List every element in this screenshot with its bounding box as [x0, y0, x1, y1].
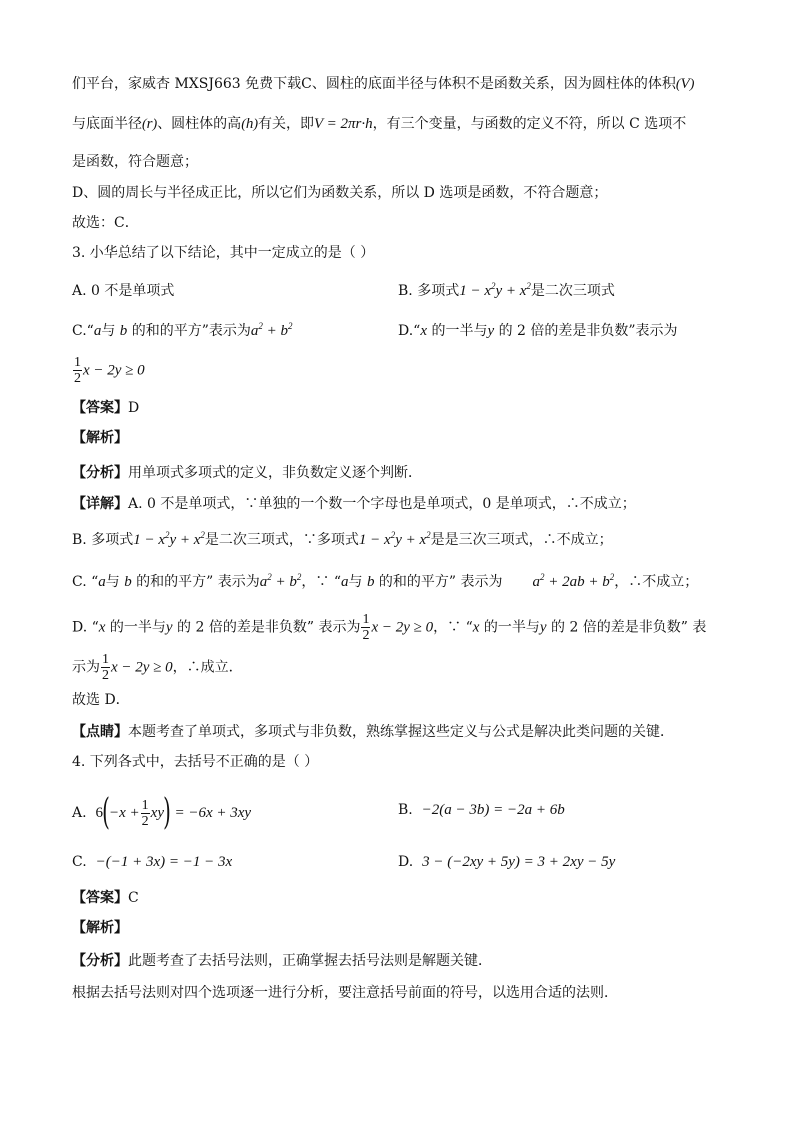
xj-b3: 是是三次三项式，∴不成立； [430, 532, 613, 548]
fenxi-tag: 【分析】 [72, 465, 128, 481]
q2-formula: V = 2πr·h [314, 116, 373, 132]
xj-d8: ，∴成立． [172, 659, 243, 676]
xj-c-b: b [124, 574, 132, 590]
q3-c-expr: $a^2 + b^2$ [250, 321, 293, 339]
q3-c-pre: C.“ [72, 323, 94, 339]
q3-fenxi [72, 463, 422, 483]
q4-last-line: 根据去括号法则对四个选项逐一进行分析，要注意括号前面的符号，以选用合适的法则． [72, 985, 618, 1001]
q3-jiexi: 【解析】 [72, 430, 128, 446]
xj-d-expr2: x − 2y ≥ 0 [111, 659, 173, 676]
q3-c-a: a [93, 323, 102, 339]
q2-text-2a: 与底面半径 [72, 116, 142, 132]
xj-c-expr2: $a^2 + 2ab + b^2$ [532, 572, 615, 590]
answer-value: D [128, 400, 140, 416]
xj-d-expr: x − 2y ≥ 0 [371, 619, 434, 636]
q2-line-5: 故选：C． [72, 215, 139, 231]
q4-a-inner-b: xy [150, 805, 164, 821]
xiangjie-tag: 【详解】 [72, 496, 128, 512]
q3-option-d-expr [72, 355, 145, 386]
fraction-half: $\frac{1}{2}$ [362, 612, 370, 643]
q4-c-expr: −(−1 + 3x) = −1 − 3x [95, 854, 233, 870]
q4-option-c [72, 852, 232, 872]
q4-a-rhs: = −6x + 3xy [174, 805, 252, 821]
q3-option-c [72, 321, 293, 341]
xj-b-expr1: $1 - x^2y + x^2$ [133, 530, 205, 548]
dianjing-text: 本题考查了单项式，多项式与非负数，熟练掌握这些定义与公式是解决此类问题的关键． [128, 724, 674, 740]
xj-d-x: x [98, 619, 106, 636]
xj-c6: ，∴不成立； [614, 574, 699, 590]
xj-c3: 的和的平方” 表示为 [131, 574, 260, 590]
xj-d2: 的一半与 [105, 619, 166, 636]
q2-var-r: r [146, 116, 153, 132]
q2-text-2d: ，有三个变量，与函数的定义不符，所以 C 选项不 [372, 116, 687, 132]
q3-option-b-expr: $1 - x^2y + x^2$ [459, 281, 531, 299]
fenxi-text: 此题考查了去括号法则，正确掌握去括号法则是解题关键． [128, 953, 492, 969]
q3-option-b-pre: B. 多项式 [398, 283, 460, 299]
q4-fenxi [72, 951, 492, 971]
q3-d-expr-rest: x − 2y ≥ 0 [83, 362, 145, 379]
xj-c4: ，∵ “ [301, 574, 342, 590]
q3-d-mid: 的一半与 [427, 323, 488, 339]
q3-xiangjie-a [72, 494, 636, 514]
xj-c-a: a [98, 574, 106, 590]
xj-c-expr1: $a^2 + b^2$ [259, 572, 302, 590]
q3-option-a: A. 0 不是单项式 [72, 283, 175, 299]
q3-xiangjie-b [72, 530, 613, 550]
q3-guxuan: 故选 D． [72, 692, 130, 708]
q3-stem: 3. 小华总结了以下结论，其中一定成立的是（ ） [72, 245, 375, 261]
xj-c2: 与 [105, 574, 125, 590]
xj-d3: 的 2 倍的差是非负数” 表示为 [172, 619, 361, 636]
q2-text-2b: 、圆柱体的高 [157, 116, 242, 132]
q3-xiangjie-d-2 [72, 652, 243, 683]
q3-answer [72, 398, 139, 418]
q4-d-label: D. [398, 854, 414, 870]
q3-option-b-post: 是二次三项式 [530, 283, 615, 299]
xj-d1: D. “ [72, 619, 99, 636]
q3-xiangjie-d: D. “x 的一半与y 的 2 倍的差是非负数” 表示为 $\frac{1}{2}$ x − 2y ≥ 0，∵ “x 的一半与y 的 2 倍的差是非负数” 表 [72, 612, 707, 643]
q2-line-1: 们平台，家威杏 MXSJ663 免费下载C、圆柱的底面半径与体积不是函数关系，因为圆柱体的体积(V) [72, 76, 695, 92]
q4-a-inner-a: −x + [109, 805, 140, 821]
q2-text-1a: 们平台，家威杏 MXSJ663 免费下载C、圆柱的底面半径与体积不是函数关系，因为圆柱体的体积 [72, 76, 676, 92]
answer-tag: 【答案】 [72, 400, 128, 416]
q4-d-expr: 3 − (−2xy + 5y) = 3 + 2xy − 5y [422, 854, 616, 870]
q4-jiexi: 【解析】 [72, 920, 128, 936]
answer-tag: 【答案】 [72, 890, 128, 906]
q4-option-a: A. 6(−x + $\frac{1}{2}$ xy) = −6x + 3xy [72, 792, 252, 833]
xj-c2b: 与 [348, 574, 367, 590]
fraction-half: $\frac{1}{2}$ [141, 797, 149, 829]
q3-dianjing [72, 722, 674, 742]
q3-option-b [398, 281, 615, 301]
q4-answer [72, 888, 139, 908]
fraction-half: $\frac{1}{2}$ [74, 355, 81, 386]
xj-d4: ，∵ “ [433, 619, 473, 636]
answer-value: C [128, 890, 139, 906]
q3-c-post: 的和的平方”表示为 [127, 323, 251, 339]
q2-line-4: D、圆的周长与半径成正比，所以它们为函数关系，所以 D 选项是函数，不符合题意； [72, 185, 608, 201]
xj-d6: 的 2 倍的差是非负数” 表 [546, 619, 707, 636]
q2-line-2: 与底面半径(r)、圆柱体的高(h)有关，即V = 2πr·h，有三个变量，与函数的定义不符，所以 C 选项不 [72, 116, 687, 132]
q3-d-post: 的 2 倍的差是非负数”表示为 [494, 323, 678, 339]
q4-option-b [398, 800, 565, 820]
q2-var-V: V [680, 76, 690, 92]
q4-option-d [398, 852, 615, 872]
xj-b2: 是二次三项式，∵多项式 [204, 532, 359, 548]
q3-c-b: b [119, 323, 128, 339]
fraction-half: $\frac{1}{2}$ [102, 652, 109, 683]
q4-b-expr: −2(a − 3b) = −2a + 6b [421, 802, 565, 818]
q4-a-label: A. [72, 805, 87, 821]
dianjing-tag: 【点睛】 [72, 724, 128, 740]
fenxi-text: 用单项式多项式的定义，非负数定义逐个判断． [128, 465, 422, 481]
q3-option-d [398, 321, 678, 341]
xj-c1: C. “ [72, 574, 99, 590]
q2-line-3: 是函数，符合题意； [72, 154, 198, 170]
q3-d-pre: D.“ [398, 323, 421, 339]
xj-b-expr2: $1 - x^2y + x^2$ [358, 530, 431, 548]
q4-stem: 4. 下列各式中，去括号不正确的是（ ） [72, 754, 319, 770]
xj-c5: 的和的平方” 表示为 [374, 574, 503, 590]
q3-xiangjie-c: C. “a与 b 的和的平方” 表示为$a^2 + b^2$，∵ “a与 b 的和的平方” 表示为 $a^2 + 2ab + b^2$，∴不成立； [72, 572, 699, 590]
xj-d-y: y [165, 619, 173, 636]
q3-d-y: y [487, 323, 495, 339]
q4-c-label: C. [72, 854, 87, 870]
q2-text-2c: 有关，即 [258, 116, 315, 132]
xiangjie-a-text: A. 0 不是单项式，∵单独的一个数一个字母也是单项式，0 是单项式，∴不成立； [128, 496, 636, 512]
fenxi-tag: 【分析】 [72, 953, 128, 969]
q2-var-h: h [245, 116, 254, 132]
xj-d7: 示为 [72, 659, 100, 676]
q3-c-mid: 与 [101, 323, 120, 339]
q4-b-label: B. [398, 802, 413, 818]
xj-b1: B. 多项式 [72, 532, 134, 548]
q3-d-x: x [420, 323, 428, 339]
xj-d5: 的一半与 [479, 619, 540, 636]
q4-a-coef: 6 [95, 805, 103, 821]
